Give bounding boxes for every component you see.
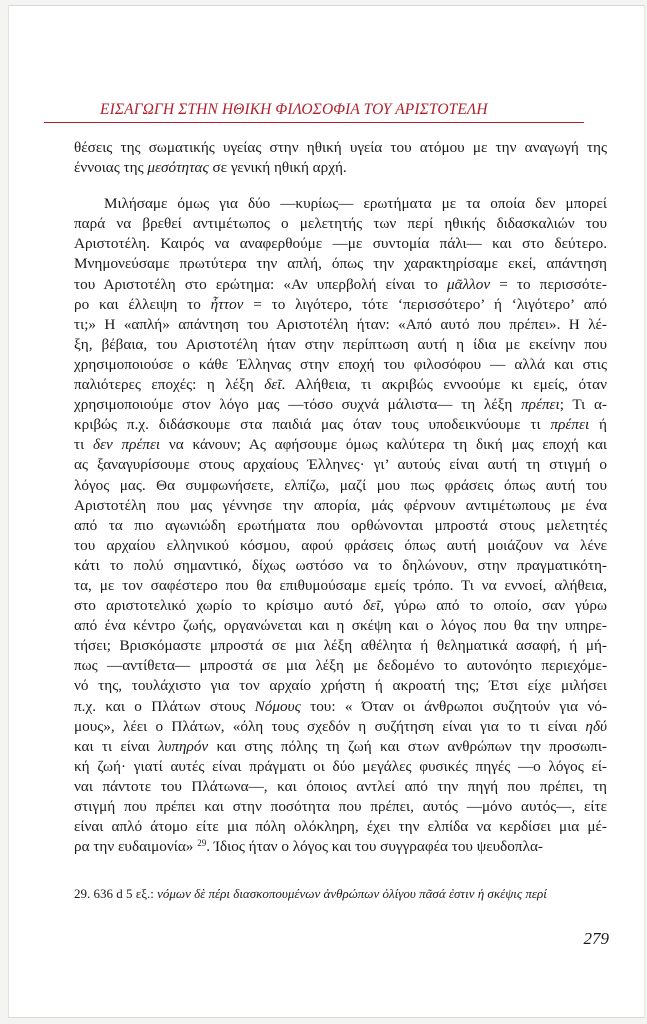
footnote-marker: 29 <box>197 838 207 849</box>
text-run: ή <box>589 416 607 434</box>
text-line <box>74 556 607 576</box>
text-run: σε γενική ηθική αρχή. <box>208 159 347 177</box>
text-line <box>74 355 607 375</box>
text-run: ας ξαναγυρίσουμε στους αρχαίους Έλληνες· γι’ αυτούς είναι αυτή τη στιγμή ο <box>74 456 607 474</box>
text-line <box>74 234 607 254</box>
text-line <box>74 837 607 857</box>
book-page <box>8 5 645 1018</box>
text-run: πως —αντίθετα— μπροστά σε μια λέξη με δεδομένο το αυτονόητο περιεχόμε- <box>74 657 607 675</box>
text-line <box>74 335 607 355</box>
text-line <box>74 275 607 295</box>
italic-term: Νόμους <box>254 697 301 715</box>
text-run: χρησιμοποιούσε ο κάθε Έλληνας στην εποχή του φιλοσόφου — αλλά και στις <box>74 355 607 373</box>
text-line <box>74 214 607 234</box>
text-run: του Αριστοτέλη στο ερώτημα: «Αν υπερβολή είναι το <box>74 275 447 293</box>
italic-term: πρέπει <box>550 416 590 434</box>
text-line <box>74 158 607 178</box>
text-line <box>74 717 607 737</box>
text-line <box>74 757 607 777</box>
italic-term: δεῖ <box>264 376 282 394</box>
italic-term: μᾶλλον <box>446 275 491 293</box>
text-line <box>74 138 607 158</box>
italic-term: δεῖ <box>362 597 381 615</box>
text-line <box>74 455 607 475</box>
text-run: . Αλήθεια, τι ακριβώς εννοούμε κι εμείς, όταν <box>281 376 608 394</box>
text-run: νό της, τουλάχιστο για τον αρχαίο χρήστη ή ακροατή της; Έτσι είχε μιλήσει <box>74 677 607 695</box>
text-run: θέσεις της σωματικής υγείας στην ηθική υγεία του ατόμου με την αναγωγή της <box>74 139 607 156</box>
text-run: τα, με τον σαφέστερο που θα επιθυμούσαμε εμείς τρόπο. Τι να εννοεί, αλήθεια, <box>74 576 607 594</box>
text-run: τι <box>74 436 93 454</box>
text-line <box>74 435 607 455</box>
italic-term: δεν πρέπει <box>92 436 161 454</box>
italic-term: ηδύ <box>585 717 607 735</box>
text-run: π.χ. και ο Πλάτων στους <box>74 697 255 715</box>
footnote-reference: 29. 636 d 5 εξ.: <box>74 886 158 901</box>
running-head-title: ΕΙΣΑΓΩΓΗ ΣΤΗΝ ΗΘΙΚΗ ΦΙΛΟΣΟΦΙΑ ΤΟΥ ΑΡΙΣΤΟΤΕΛΗ <box>100 101 488 118</box>
text-run: έννοιας της <box>74 159 148 177</box>
text-line <box>74 697 607 717</box>
text-line <box>74 476 607 496</box>
text-run: είναι απλό άτομο είτε μια πόλη ολόκληρη, έχει την ελπίδα να κερδίσει μια μέ- <box>74 818 607 836</box>
text-line <box>74 194 607 214</box>
text-line <box>74 395 607 415</box>
italic-term: μεσότητας <box>147 159 209 177</box>
body-text <box>74 138 607 857</box>
text-run: από ένα κέντρο ζωής, οργανώνεται και η σκέψη και ο λόγος που θα την υπηρε- <box>74 617 607 635</box>
italic-term: ἧττον <box>210 295 244 313</box>
text-run: του: « Όταν οι άνθρωποι συζητούν για νό- <box>300 697 608 715</box>
text-run: , γύρω από το οποίο, σαν γύρω <box>380 597 607 615</box>
text-line <box>74 315 607 335</box>
footnote-text: νόμων δὲ πέρι διασκοπουμένων ἀνθρώπων ὀλίγου πᾶσά ἐστιν ἡ σκέψις περί <box>157 886 547 901</box>
text-line <box>74 737 607 757</box>
text-run: μους», λέει ο Πλάτων, «όλη τους σχεδόν η συζήτηση είναι για το τι είναι <box>74 717 586 735</box>
text-line <box>74 596 607 616</box>
text-line <box>74 536 607 556</box>
text-run: και τι είναι <box>74 737 159 755</box>
text-line <box>74 496 607 516</box>
text-run: ρα την ευδαιμονία» <box>74 838 198 856</box>
text-run: ρο και έλλειψη το <box>74 295 211 313</box>
text-run: κάτι το πολύ σημαντικό, δίχως ωστόσο να το δηλώνουν, στην πραγματικότη- <box>74 556 607 574</box>
text-run: Αριστοτέλη που μας γέννησε την απορία, μάς φέρνουν αντιμέτωπους με ένα <box>74 496 607 514</box>
page-number: 279 <box>583 929 609 948</box>
text-line <box>74 797 607 817</box>
text-line <box>74 616 607 636</box>
text-line <box>74 817 607 837</box>
text-run: του αρχαίου ελληνικού κόσμου, αφού φράσεις όπως αυτή μοιάζουν να λένε <box>74 536 607 554</box>
text-line <box>74 656 607 676</box>
text-run: στιγμή που πρέπει και στην ποσότητα που πρέπει, αυτός —μόνο αυτός—, είτε <box>74 798 607 815</box>
paragraph-gap <box>74 178 607 194</box>
text-run: και στης πόλης τη ζωή και στων ανθρώπων την προσωπι- <box>208 737 607 755</box>
paragraph <box>74 194 607 857</box>
text-line <box>74 636 607 656</box>
text-line <box>74 516 607 536</box>
text-run: από τα πιο αγωνιώδη ερωτήματα που ορθώνονται μπροστά στους μελετητές <box>74 516 607 534</box>
text-run: . Ίδιος ήταν ο λόγος και του συγγραφέα του ψευδοπλα- <box>206 838 543 856</box>
text-run: = το περισσότε- <box>490 275 607 293</box>
text-line <box>74 295 607 315</box>
italic-term: πρέπει <box>521 396 560 414</box>
text-run: λόγος μας. Θα συμφωνήσετε, ελπίζω, μαζί μου πως φράσεις όπως αυτή του <box>74 476 607 494</box>
text-run: τήσει; Βρισκόμαστε μπροστά σε μια λέξη αθέλητα ή θεληματικά ασαφή, ή μή- <box>74 637 607 655</box>
header-rule <box>44 122 584 123</box>
text-line <box>74 415 607 435</box>
paragraph <box>74 138 607 178</box>
footnote-29 <box>74 886 607 902</box>
text-line <box>74 375 607 395</box>
text-run: κή ζωή· γιατί αυτές είναι πράγματι οι δύο μεγάλες φυσικές πηγές —ο λόγος εί- <box>74 757 607 775</box>
text-run: = το λιγότερο, τότε ‘περισσότερο’ ή ‘λιγότερο’ από <box>243 295 607 313</box>
text-line <box>74 254 607 274</box>
text-run: ξη, βέβαια, του Αριστοτέλη ήταν στην περίπτωση αυτή η ίδια με εκείνην που <box>74 335 607 353</box>
text-run: Αριστοτέλη. Καιρός να αναφερθούμε —με συντομία πάλι— και στο δεύτερο. <box>74 235 607 253</box>
text-run: τι;» Η «απλή» απάντηση του Αριστοτέλη ήταν: «Από αυτό που πρέπει». Η λέ- <box>74 315 607 333</box>
text-run: Μνημονεύσαμε πρωτύτερα την απλή, όπως την χαρακτηρίσαμε εκεί, απάντηση <box>74 255 607 273</box>
text-line <box>74 676 607 696</box>
text-run: Μιλήσαμε όμως για δύο —κυρίως— ερωτήματα με τα οποία δεν μπορεί <box>104 195 607 213</box>
text-run: χρησιμοποιούμε στον λόγο μας —τόσο συχνά μάλιστα— τη λέξη <box>74 396 522 414</box>
text-run: ναι πάντοτε του Πλάτωνα—, και όποιος αντλεί από την πηγή που πρέπει, τη <box>74 777 607 795</box>
italic-term: λυπηρόν <box>158 737 209 755</box>
text-run: ; Τι α- <box>559 396 607 414</box>
text-run: παρά να βρεθεί αντιμέτωπος ο μελετητής των περί ηθικής διδασκαλιών του <box>74 215 607 233</box>
text-line <box>74 777 607 797</box>
text-run: στο αριστοτελικό χωρίο το κρίσιμο αυτό <box>74 597 363 615</box>
text-run: παλιότερες εποχές: η λέξη <box>74 376 265 394</box>
text-run: κριβώς π.χ. διδάσκουμε στα παιδιά μας όταν τους υποδεικνύουμε τι <box>74 416 551 434</box>
text-line <box>74 576 607 596</box>
paragraph-container <box>74 138 607 857</box>
text-run: να κάνουν; Ας αφήσουμε όμως καλύτερα τη δική μας εποχή και <box>160 436 607 454</box>
